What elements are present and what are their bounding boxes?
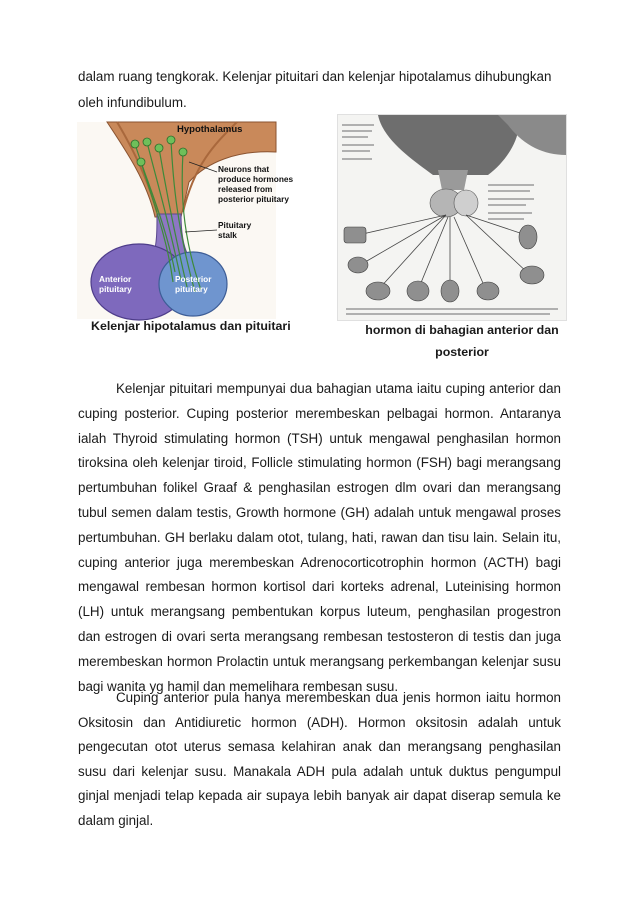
pituitary-hormone-diagram — [338, 115, 566, 320]
label-anterior-1: Anterior — [99, 274, 132, 284]
svg-text:Anterior pituitary — [99, 274, 134, 294]
figure-pituitary-hormones — [337, 114, 567, 321]
caption-right: hormon di bahagian anterior dan posterior — [365, 323, 559, 359]
label-neurons-3: released from — [218, 184, 273, 194]
label-anterior-2: pituitary — [99, 284, 132, 294]
paragraph-2: Cuping anterior pula hanya merembeskan dua jenis hormon iaitu hormon Oksitosin dan Antidiuretic hormon (ADH). Hormon oksitosin adalah untuk pengecutan otot uterus semasa kelahiran anak dan merangsang penghasilan susu dari kelenjar susu. Manakala ADH pula adalah untuk duktus pengumpul ginjal menjadi telap kepada air supaya lebih banyak air dapat diserap semula ke dalam ginjal. — [78, 690, 561, 828]
hypothalamus-pituitary-illustration — [77, 122, 294, 319]
intro-paragraph: dalam ruang tengkorak. Kelenjar pituitari dan kelenjar hipotalamus dihubungkan oleh infundibulum. — [78, 69, 552, 110]
label-neurons-2: produce hormones — [218, 174, 294, 184]
paragraph-1: Kelenjar pituitari mempunyai dua bahagian utama iaitu cuping anterior dan cuping posterior. Cuping posterior merembeskan pelbagai hormon. Antaranya ialah Thyroid stimulating hormon (TSH) untuk mengawal penghasilan hormon tiroksina oleh kelenjar tiroid, Follicle stimulating hormon (FSH) bagi merangsang pertumbuhan folikel Graaf & penghasilan estrogen dlm ovari dan merangsang tubul semen dalam testis, Growth hormone (GH) adalah untuk mengawal proses pertumbuhan. GH berlaku dalam otot, tulang, hati, rawan dan tisu lain. Selain itu, cuping anterior juga merembeskan Adrenocorticotrophin hormon (ACTH) bagi mengawal rembesan hormon kortisol dari korteks adrenal, Luteinising hormon (LH) untuk merangsang pembentukan korpus luteum, penghasilan progestron dan estrogen di ovari serta merangsang rembesan testosteron di testis dan juga merembeskan hormon Prolactin untuk merangsang perkembangan kelenjar susu bagi wanita yg hamil dan memelihara rembesan susu. — [78, 381, 561, 694]
label-stalk-1: Pituitary — [218, 220, 252, 230]
svg-text:Pituitary stalk — [218, 220, 254, 240]
label-neurons-4: posterior pituitary — [218, 194, 289, 204]
caption-left: Kelenjar hipotalamus dan pituitari — [91, 319, 291, 333]
svg-text:Neurons that produce hor — [218, 164, 295, 204]
label-hypothalamus: Hypothalamus — [177, 124, 243, 135]
figure-hypothalamus-pituitary — [77, 122, 294, 319]
label-posterior-1: Posterior — [175, 274, 212, 284]
label-neurons-1: Neurons that — [218, 164, 270, 174]
label-posterior-2: pituitary — [175, 284, 208, 294]
label-stalk-2: stalk — [218, 230, 237, 240]
